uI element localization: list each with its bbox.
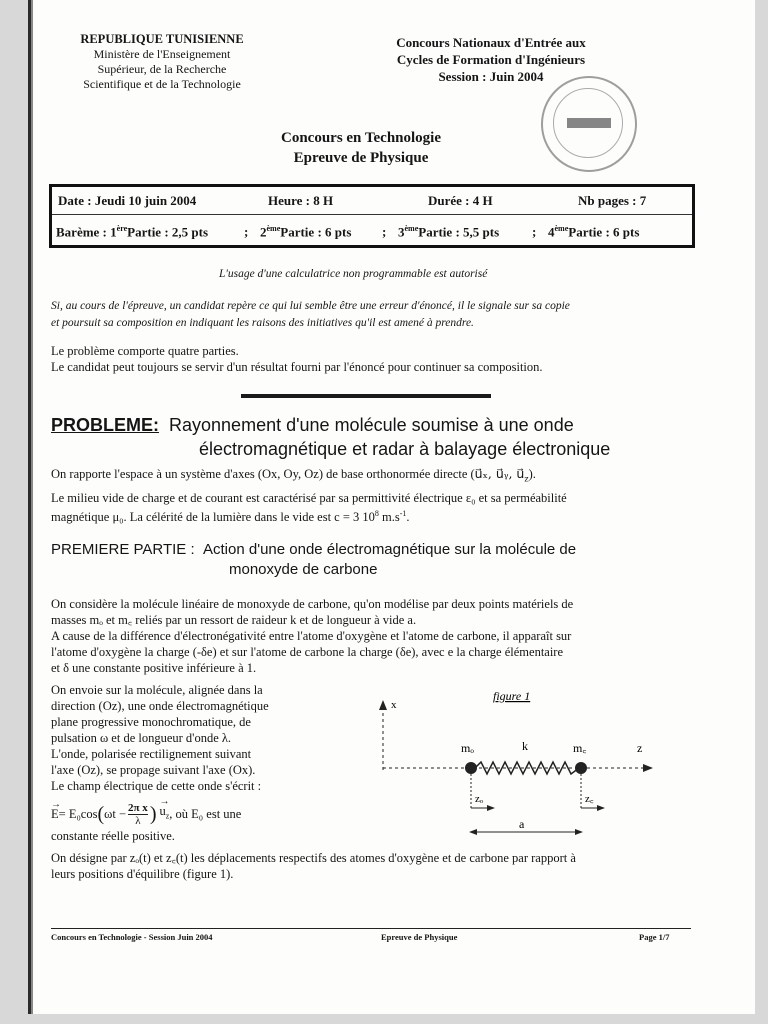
sep-2: ; [382,224,387,239]
body-line-6: On désigne par zₒ(t) et z꜀(t) les déplacements respectifs des atomes d'oxygène et de carbone par rapport à [51,851,576,865]
footer-page: Page 1/7 [639,932,670,942]
figure-caption: figure 1 [493,689,531,703]
contest-line-1: Concours Nationaux d'Entrée aux [396,35,586,50]
medium-definition [51,490,741,525]
exam-time: Heure : 8 H [268,193,334,208]
calculator-note: L'usage d'une calculatrice non programmable est autorisé [219,268,488,280]
medium-unit-exponent: -1 [399,509,407,518]
carbon-atom [575,762,587,774]
part3-points: Partie : 5,5 pts [418,224,500,240]
electric-field-equation [51,796,341,828]
column-line-9: constante réelle positive. [51,829,175,843]
ministry-line-1: Ministère de l'Enseignement [93,47,231,61]
a-arrow-right [575,829,583,835]
intro-line-1: Le problème comporte quatre parties. [51,344,239,358]
exam-title [231,128,491,168]
zc-arrow-head [597,805,605,811]
eq-u: u [159,804,166,819]
intro [51,343,731,375]
medium-dot: . [406,510,410,525]
exam-duration: Durée : 4 H [428,193,493,208]
medium-unit: m.s [378,510,400,525]
part3-num: 3 [398,224,405,240]
part1-points: Partie : 2,5 pts [127,224,209,240]
problem-label: PROBLEME: [51,415,159,435]
ministry-line-2: Supérieur, de la Recherche [97,62,227,76]
part1-body [51,596,741,676]
eq-e: E [51,807,59,821]
ministry-line-3: Scientifique et de la Technologie [83,77,241,91]
body-line-3: A cause de la différence d'électronégativité entre l'atome d'oxygène et l'atome de carbone, il apparaît sur [51,629,572,643]
contest-line-2: Cycles de Formation d'Ingénieurs [396,52,586,67]
eq-omega-t: ωt − [104,807,127,821]
official-stamp [541,76,637,172]
part4-num: 4 [548,224,555,240]
sep-1: ; [244,224,249,239]
footer-left: Concours en Technologie - Session Juin 2004 [51,932,213,942]
exam-date: Date : Jeudi 10 juin 2004 [58,193,197,208]
vector-ux: u⃗ₓ, u⃗ᵧ, $u⃗_z$ [474,466,529,484]
part4-points: Partie : 6 pts [568,224,640,240]
part1-heading [51,540,731,580]
part2-num: 2 [260,224,267,240]
displacement-text [51,850,741,882]
column-line-4: pulsation ω et de longueur d'onde λ. [51,731,232,745]
space-definition [51,466,741,488]
e-vector [51,799,61,822]
zo-arrow-head [487,805,495,811]
eq-rest: , où E₀ est une [169,807,242,821]
part1-column [51,682,341,844]
part1-num: 1 [110,224,117,240]
part2-points: Partie : 6 pts [280,224,352,240]
exam-title-line-1: Concours en Technologie [280,130,442,146]
part1-sup: ère [116,224,128,233]
part4-sup: ème [554,224,569,233]
bareme-label: Barème : [56,224,107,240]
mass-o-label: mₒ [461,741,474,755]
problem-heading [51,413,731,461]
column-line-6: l'axe (Oz), se propage suivant l'axe (Ox). [51,763,256,777]
error-note [51,298,731,332]
header-left [67,32,257,92]
body-line-4: l'atome d'oxygène la charge (-δe) et sur l'atome de carbone la charge (δe), avec e la charge élémentaire [51,645,564,659]
column-line-1: On envoie sur la molécule, alignée dans la [51,683,263,697]
country-name: REPUBLIQUE TUNISIENNE [80,32,244,46]
a-label: a [519,817,525,831]
space-line: On rapporte l'espace à un système d'axes (Ox, Oy, Oz) de base orthonormée directe ( [51,467,475,481]
zc-label: z꜀ [585,793,594,805]
column-line-2: direction (Oz), une onde électromagnétique [51,699,269,713]
session-line: Session : Juin 2004 [438,69,544,84]
uz-arrow: → [159,796,170,808]
mass-c-label: m꜀ [573,741,587,755]
body-line-7: leurs positions d'équilibre (figure 1). [51,867,234,881]
eq-uz-sub: z [165,811,170,821]
molecule-diagram [367,686,643,846]
eq-open-paren: ( [97,803,105,825]
intro-line-2: Le candidat peut toujours se servir d'un résultat fourni par l'énoncé pour continuer sa composition. [51,360,543,374]
separator-bar [241,394,491,398]
problem-title-line-1: Rayonnement d'une molécule soumise à une onde [169,415,574,435]
page-footer [51,928,691,942]
spring-k-label: k [522,739,528,753]
exam-info-box [49,184,695,248]
medium-line-1: Le milieu vide de charge et de courant est caractérisé par sa permittivité électrique ε₀ et sa perméabilité [51,491,567,505]
error-note-line-2: et poursuit sa composition en indiquant les raisons des initiatives qu'il est amené à prendre. [51,317,474,329]
a-arrow-left [469,829,477,835]
part3-sup: ème [404,224,419,233]
z-axis-label: z [637,741,643,755]
part1-title-line-1: Action d'une onde électromagnétique sur la molécule de [203,541,577,558]
x-axis-label: x [391,699,397,711]
z-axis-arrow [643,764,653,772]
uz-vector [159,796,170,825]
body-line-2: masses mₒ et m꜀ reliés par un ressort de raideur k et de longueur à vide a. [51,613,417,627]
eq-numerator: 2π x [128,801,148,814]
part1-title-line-2: monoxyde de carbone [229,561,378,578]
part1-label: PREMIERE PARTIE : [51,541,195,558]
x-axis-arrow [379,700,387,710]
eq-fraction [128,802,148,827]
error-note-line-1: Si, au cours de l'épreuve, un candidat repère ce qui lui semble être une erreur d'énoncé, il le signale sur sa copie [51,300,570,312]
column-line-5: L'onde, polarisée rectilignement suivant [51,747,252,761]
eq-close-paren: ) [149,803,157,825]
part2-sup: ème [266,224,281,233]
body-line-5: et δ une constante positive inférieure à 1. [51,661,257,675]
box-divider [52,214,692,215]
sep-3: ; [532,224,537,239]
figure-1 [367,686,643,846]
column-line-7: Le champ électrique de cette onde s'écrit : [51,779,262,793]
e-arrow: → [51,799,61,810]
medium-line-2: magnétique μ₀. La célérité de la lumière dans le vide est c = 3 10 [51,510,375,525]
exam-page [28,0,755,1014]
space-end: ). [528,467,536,481]
problem-title-line-2: électromagnétique et radar à balayage électronique [199,439,611,459]
body-line-1: On considère la molécule linéaire de monoxyde de carbone, qu'on modélise par deux points matériels de [51,597,574,611]
exam-title-line-2: Epreuve de Physique [293,150,429,166]
oxygen-atom [465,762,477,774]
medium-exponent: 8 [374,509,379,518]
column-line-3: plane progressive monochromatique, de [51,715,251,729]
eq-denominator: λ [135,814,141,827]
page-count: Nb pages : 7 [578,193,647,208]
zo-label: zₒ [475,793,484,805]
eq-cos: = E₀cos [58,807,98,821]
footer-center: Epreuve de Physique [381,932,458,942]
